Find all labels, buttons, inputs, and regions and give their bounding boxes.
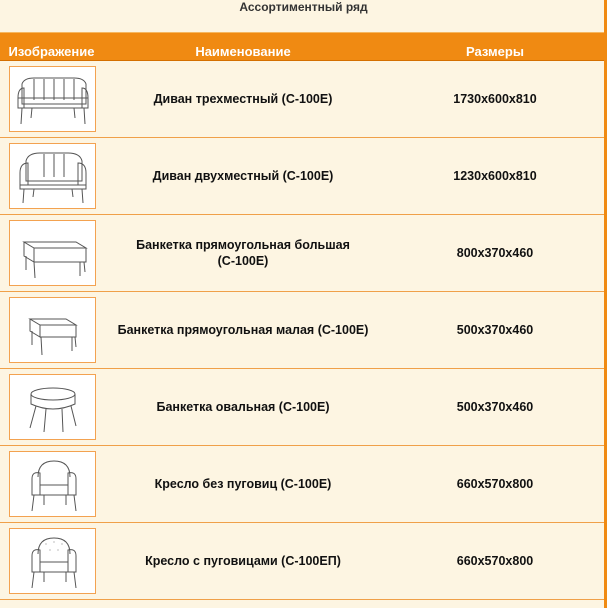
product-table xyxy=(0,61,607,600)
table-row xyxy=(0,446,607,523)
table-row xyxy=(0,292,607,369)
product-name: Кресло с пуговицами (С-100ЕП) xyxy=(145,554,341,568)
header-size: Размеры xyxy=(466,44,524,59)
product-size: 500x370x460 xyxy=(456,323,534,337)
header-name: Наименование xyxy=(195,44,291,59)
product-size: 500x370x460 xyxy=(456,400,534,414)
armchair-icon[interactable] xyxy=(9,451,96,517)
page-title: Ассортиментный ряд xyxy=(239,0,368,14)
bench-rectangular-large-icon[interactable] xyxy=(9,220,96,286)
header-image: Изображение xyxy=(8,44,95,59)
product-size: 660x570x800 xyxy=(456,554,534,568)
product-size: 800x370x460 xyxy=(456,246,534,260)
armchair-buttoned-icon[interactable] xyxy=(9,528,96,594)
product-name: Банкетка овальная (С-100Е) xyxy=(156,400,330,414)
product-name: Банкетка прямоугольная большая (С-100Е) xyxy=(136,238,350,268)
table-row xyxy=(0,61,607,138)
table-row xyxy=(0,138,607,215)
bench-rectangular-small-icon[interactable] xyxy=(9,297,96,363)
sofa-two-seat-icon[interactable] xyxy=(9,143,96,209)
product-size: 1230x600x810 xyxy=(453,169,537,183)
table-row xyxy=(0,369,607,446)
product-name: Диван трехместный (С-100Е) xyxy=(153,92,333,106)
product-name: Кресло без пуговиц (С-100Е) xyxy=(154,477,332,491)
table-row xyxy=(0,215,607,292)
product-name: Банкетка прямоугольная малая (С-100Е) xyxy=(117,323,369,337)
product-size: 1730x600x810 xyxy=(453,92,537,106)
bench-oval-icon[interactable] xyxy=(9,374,96,440)
table-header xyxy=(0,32,607,61)
product-size: 660x570x800 xyxy=(456,477,534,491)
table-row xyxy=(0,523,607,600)
sofa-three-seat-icon[interactable] xyxy=(9,66,96,132)
product-name: Диван двухместный (С-100Е) xyxy=(152,169,334,183)
